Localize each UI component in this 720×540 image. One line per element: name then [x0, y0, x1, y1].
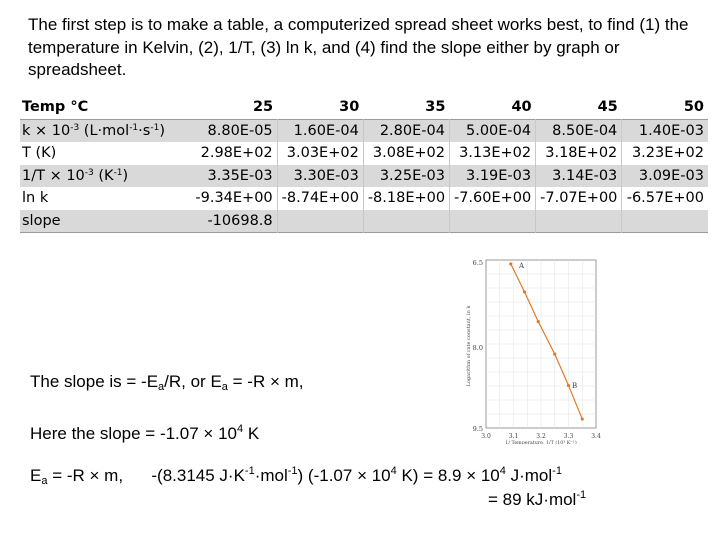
table-cell [363, 210, 449, 233]
x-tick-label: 3.2 [536, 433, 546, 440]
y-tick-label: 9.5 [472, 425, 483, 433]
table-cell: 2.80E-04 [363, 119, 449, 142]
y-tick-label: 6.5 [472, 259, 483, 267]
temp-cell: 45 [597, 99, 618, 116]
point-label-a: A [519, 262, 525, 270]
table-cell [277, 210, 363, 233]
table-cell: -8.18E+00 [363, 187, 449, 210]
table-cell: 3.23E+02 [631, 145, 704, 162]
table-cell: 3.08E+02 [363, 142, 449, 165]
table-cell: 3.03E+02 [277, 142, 363, 165]
table-cell: 3.09E-03 [622, 165, 708, 188]
table-cell: -7.07E+00 [536, 187, 622, 210]
row-label-lnk: ln k [22, 190, 49, 207]
row-label-invT: $1/T \times 10^{-3}$ $(K^{-1})$ [20, 165, 191, 188]
row-label-k: $k \times 10^{-3}$ $(L\cdot mol^{-1}\cdot s^{-1})$ [20, 119, 191, 142]
table-row-invT [20, 165, 708, 188]
data-point [537, 320, 540, 323]
table-cell: -9.34E+00 [191, 187, 277, 210]
table-header-row [20, 96, 708, 119]
y-axis-label: Logarithm of rate constant, ln k [466, 305, 472, 387]
point-label-b: B [572, 382, 578, 390]
table-cell: -7.60E+00 [449, 187, 535, 210]
y-tick-labels [473, 259, 483, 433]
table-cell: 3.14E-03 [536, 165, 622, 188]
table-cell: 2.98E+02 [191, 142, 277, 165]
table-cell: 1.60E-04 [277, 119, 363, 142]
table-row-slope [20, 210, 708, 233]
x-tick-label: 3.1 [508, 433, 519, 440]
table-cell [536, 210, 622, 233]
table-cell: 3.35E-03 [191, 165, 277, 188]
table-cell [449, 210, 535, 233]
x-tick-labels [481, 433, 601, 440]
temp-cell: 50 [683, 99, 704, 116]
header-label: Temp °C [22, 99, 89, 116]
data-point [567, 384, 570, 387]
temp-cell: 40 [511, 99, 532, 116]
activation-energy-result: = 89 kJ·mol$^{-1}$ [488, 489, 587, 509]
data-point [509, 262, 512, 265]
arrhenius-plot [462, 256, 602, 444]
table-cell: 3.13E+02 [449, 142, 535, 165]
data-point [523, 290, 526, 293]
activation-energy-equation: $E_a = -R \times m$, -(8.3145 $J\cdot K^{-1}\cdot mol^{-1}$) ($-1.07 \times 10^4$ $K) = 8.9 \times 10^4$ J·mol$^{-1}$ [30, 465, 562, 487]
row-label-T: T (K) [22, 145, 57, 162]
table-cell: 8.80E-05 [191, 119, 277, 142]
temp-cell: 25 [252, 99, 274, 116]
table-cell: -6.57E+00 [626, 190, 704, 207]
data-point [553, 352, 556, 355]
temp-cell: 30 [339, 99, 360, 116]
slope-statement: The slope is = $-E_a/R$, or $E_a = -R \times m$, [30, 372, 304, 393]
x-tick-label: 3.3 [563, 433, 574, 440]
table-cell: 5.00E-04 [449, 119, 535, 142]
table-cell: 1.40E-03 [622, 119, 708, 142]
table-cell: 3.18E+02 [536, 142, 622, 165]
x-tick-label: 3.0 [481, 433, 491, 440]
data-point [581, 417, 584, 420]
row-label-slope: slope [20, 210, 191, 233]
table-cell: 3.19E-03 [449, 165, 535, 188]
data-table [20, 96, 708, 233]
table-cell [622, 210, 708, 233]
intro-paragraph: The first step is to make a table, a computerized spread sheet works best, to find (1) the temperature in Kelvin, (2), 1/T, (3) ln k, and (4) find the slope either by graph or spreadsheet. [28, 15, 689, 79]
table-cell: 3.25E-03 [363, 165, 449, 188]
table-cell: -10698.8 [191, 210, 277, 233]
x-axis-label: 1/ Temperature, 1/T (10³ K⁻¹) [505, 441, 577, 444]
table-cell: -8.74E+00 [277, 187, 363, 210]
y-tick-label: 8.0 [472, 344, 483, 352]
temp-cell: 35 [425, 99, 446, 116]
table-row-k [20, 119, 708, 142]
slope-value-statement: Here the slope = $-1.07 \times 10^4$ K [30, 423, 260, 443]
table-cell: 3.30E-03 [277, 165, 363, 188]
table-row-T [20, 142, 708, 165]
x-tick-label: 3.4 [591, 433, 601, 440]
table-row-lnk [20, 187, 708, 210]
table-cell: 8.50E-04 [536, 119, 622, 142]
